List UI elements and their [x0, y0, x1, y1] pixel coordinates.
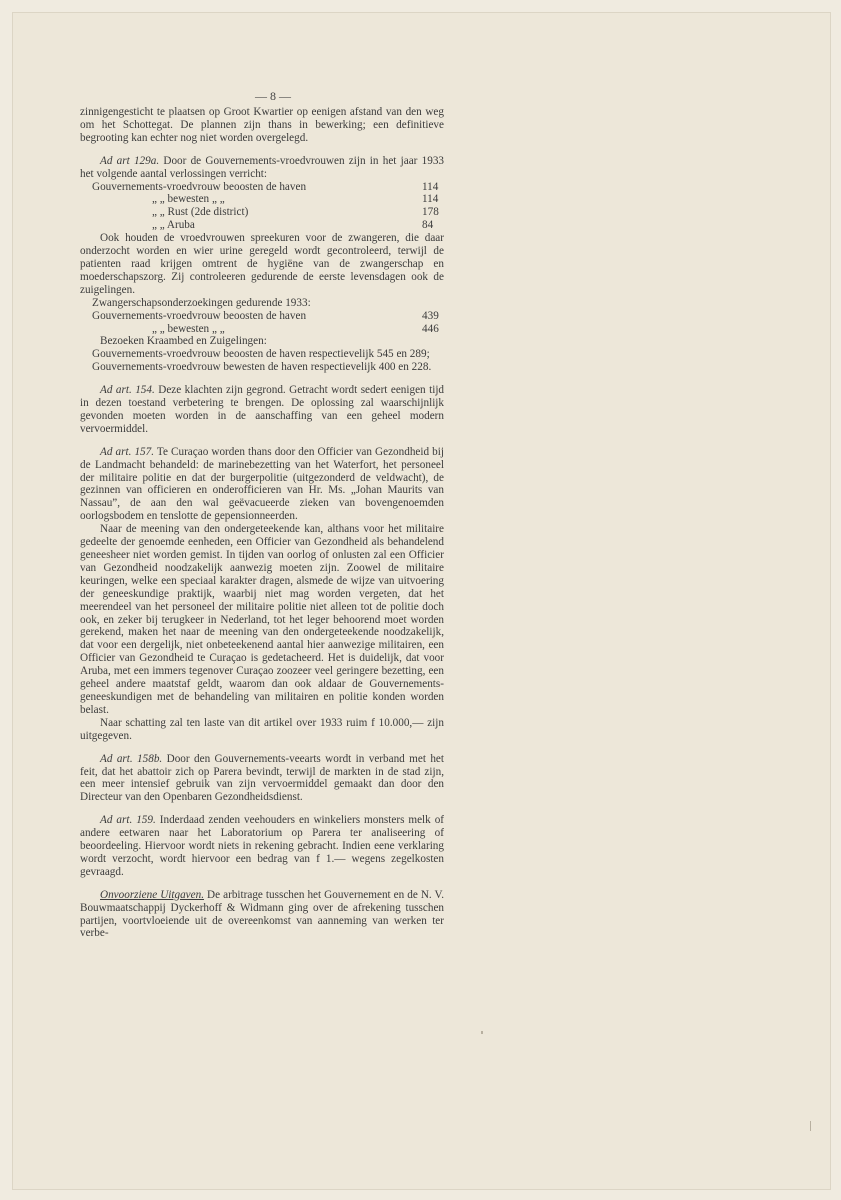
scan-speck [481, 1031, 483, 1034]
heading-art158b: Ad art. 158b. [100, 752, 163, 765]
text-art129a: Door de Gouvernements-vroedvrouwen zijn in het jaar 1933 het volgende aantal verlossingen verricht: [80, 154, 445, 180]
heading-art157: Ad art. 157. [100, 445, 155, 458]
page-number: — 8 — [255, 89, 291, 103]
heading-art129a: Ad art 129a. [100, 154, 160, 167]
table-row: Gouvernements-vroedvrouw beoosten de haven 439 [92, 309, 439, 322]
paragraph-onvoorziene: Onvoorziene Uitgaven. De arbitrage tusschen het Gouvernement en de N. V. Bouwmaatschappij Dyckerhoff & Widmann ging over de afrekening tusschen partijen, voortvloeiende uit de overeenkomst van aanneming van werken ter verbe- [80, 888, 444, 940]
paragraph-art157: Ad art. 157. Te Curaçao worden thans door den Officier van Gezondheid bij de Landmacht behandeld: de marinebezetting van het Waterfort, het personeel der militaire politie en dat der burgerpolitie (uitgezonderd de veldwacht), de gezinnen van officieren en onderofficieren van Hr. Ms. „Johan Maurits van Nassau”, de aan den wal geëvacueerde zieken van bovengenoemden oorlogsbodem en tenslotte de gepensionneerden. [80, 445, 444, 523]
table-row: „ „ Rust (2de district) 178 [152, 206, 439, 219]
paragraph-art157-cont: Naar de meening van den ondergeteekende kan, althans voor het militaire gedeelte der genoemde eenheden, een Officier van Gezondheid als behandelend geneesheer niet worden gemist. In tijden van oorlog of onlusten zal een Officier van Gezondheid noodzakelijk aanwezig moeten zijn. Zoowel de militaire keuringen, welke een speciaal karakter dragen, alsmede de wijze van uitvoering der geneeskundige praktijk, waarbij niet mag worden vergeten, dat het meerendeel van het personeel der militaire politie niet alleen tot de politie doch ook, en zeker bij terugkeer in Nederland, tot het leger behoorend moet worden gerekend, maken het naar de meening van den ondergeteekende noodzakelijk, dat voor een dergelijk, niet onbeteekenend aantal hier aanwezige militairen, een Officier van Gezondheid te Curaçao is gedetacheerd. Het is duidelijk, dat voor Aruba, met een immers tegenover Curaçao zoozeer veel geringere bezetting, een geheel andere maatstaf geldt, waarom dan ook aldaar de Gouvernements-geneeskundigen met de behandeling van militairen en politie konden worden belast. [80, 523, 444, 716]
table-row: „ „ bewesten „ „ 446 [152, 322, 439, 335]
line-bezoeken: Bezoeken Kraambed en Zuigelingen: [100, 335, 267, 348]
line-zwangerschap: Zwangerschapsonderzoekingen gedurende 1933: [92, 296, 311, 309]
paragraph-art159: Ad art. 159. Inderdaad zenden veehouders en winkeliers monsters melk of andere eetwaren naar het Laboratorium op Parera ter analiseering of beoordeeling. Hiervoor wordt niets in rekening gebracht. Indien eene verklaring wordt verzocht, wordt hiervoor een bedrag van f 1.— wegens zegelkosten gevraagd. [80, 814, 445, 878]
table-row: „ „ Aruba 84 [152, 219, 434, 232]
text-column [80, 106, 444, 940]
heading-art154: Ad art. 154. [100, 384, 155, 397]
line-beoosten-resp: Gouvernements-vroedvrouw beoosten de haven respectievelijk 545 en 289; [92, 348, 430, 361]
heading-onvoorziene: Onvoorziene Uitgaven. [100, 888, 205, 901]
scan-speck [810, 1121, 811, 1131]
table-row: Gouvernements-vroedvrouw beoosten de haven 114 [92, 180, 439, 193]
table-row: „ „ bewesten „ „ 114 [152, 193, 439, 206]
exams-table [80, 310, 444, 336]
heading-art159: Ad art. 159. [100, 814, 156, 827]
paragraph-art154: Ad art. 154. Deze klachten zijn gegrond. Getracht wordt sedert eenigen tijd in dezen toestand verbetering te brengen. De oplossing zal waarschijnlijk gevonden moeten worden in de aanschaffing van een geheel modern vervoermiddel. [80, 384, 445, 435]
deliveries-table [80, 181, 444, 233]
paragraph-art129a-cont: Ook houden de vroedvrouwen spreekuren voor de zwangeren, die daar onderzocht worden en wier urine geregeld wordt gecontroleerd, terwijl de patienten raad krijgen omtrent de hygiëne van de zwangerschap en moederschapszorg. Zij controleeren gedurende de eerste levensdagen ook de zuigelingen. [80, 232, 444, 296]
paragraph-art158b: Ad art. 158b. Door den Gouvernements-veearts wordt in verband met het feit, dat het abattoir zich op Parera bevindt, terwijl de markten in de stad zijn, een meer intensief gebruik van zijn vervoermiddel gemaakt dan door den Directeur van den Openbaren Gezondheidsdienst. [80, 752, 444, 804]
paragraph-intro: zinnigengesticht te plaatsen op Groot Kwartier op eenigen afstand van den weg om het Schottegat. De plannen zijn thans in bewerking; een definitieve begrooting kan echter nog niet worden overgelegd. [80, 106, 444, 144]
paragraph-art129a [80, 155, 444, 181]
line-bewesten-resp: Gouvernements-vroedvrouw bewesten de haven respectievelijk 400 en 228. [92, 361, 432, 374]
paragraph-art157-estimate: Naar schatting zal ten laste van dit artikel over 1933 ruim f 10.000,— zijn uitgegeven. [80, 716, 444, 742]
document-page [12, 12, 831, 1190]
